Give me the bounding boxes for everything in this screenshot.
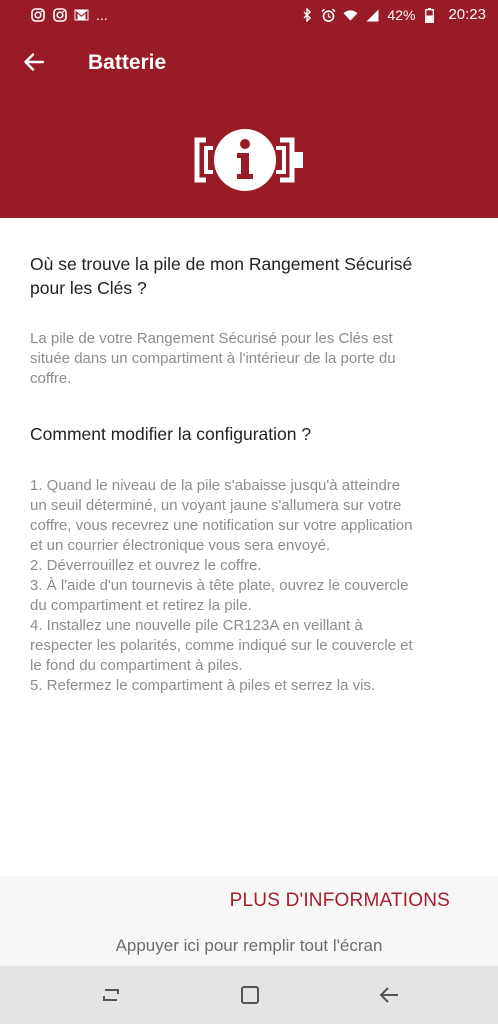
- back-icon: [378, 986, 400, 1004]
- more-notifications-indicator: ...: [96, 7, 108, 23]
- faq-answer-2: 1. Quand le niveau de la pile s'abaisse jusqu'à atteindre un seuil déterminé, un voyant jaune s'allumera sur votre coffre, vous recevrez une notification sur votre application et un courrier électronique vous sera envoyé. 2. Déverrouillez et ouvrez le coffre. 3. À l'aide d'un tournevis à tête plate, ouvrez le couvercle du compartiment et retirez la pile. 4. Installez une nouvelle pile CR123A en veillant à respecter les polarités, comme indiqué sur le couvercle et le fond du compartiment à piles. 5. Refermez le compartiment à piles et serrez la vis.: [30, 477, 413, 694]
- faq-question-2: Comment modifier la configuration ?: [30, 424, 312, 444]
- gmail-icon: [74, 8, 89, 23]
- home-icon: [240, 985, 260, 1005]
- system-back-button[interactable]: [374, 980, 404, 1010]
- recent-apps-icon: [101, 986, 121, 1004]
- clock: 20:23: [448, 6, 486, 23]
- system-icons: [299, 8, 486, 23]
- system-nav-bar: [0, 966, 498, 1024]
- battery-icon: [422, 8, 437, 23]
- recent-apps-button[interactable]: [96, 980, 126, 1010]
- fullscreen-hint[interactable]: Appuyer ici pour remplir tout l'écran: [115, 936, 383, 955]
- notification-icons: [30, 8, 108, 23]
- bluetooth-icon: [299, 8, 314, 23]
- instagram-icon: [30, 8, 45, 23]
- signal-icon: [365, 8, 380, 23]
- wifi-icon: [343, 8, 358, 23]
- alarm-icon: [321, 8, 336, 23]
- battery-percent: 42%: [387, 7, 416, 23]
- page-title: Batterie: [88, 51, 167, 74]
- battery-info-icon: [192, 126, 306, 194]
- back-button[interactable]: [18, 46, 50, 78]
- home-button[interactable]: [235, 980, 265, 1010]
- arrow-left-icon: [23, 53, 45, 71]
- app-header: [0, 30, 498, 218]
- more-info-button[interactable]: PLUS D'INFORMATIONS: [229, 890, 450, 911]
- status-bar: [0, 0, 498, 30]
- faq-answer-1: La pile de votre Rangement Sécurisé pour les Clés est située dans un compartiment à l'intérieur de la porte du coffre.: [30, 330, 396, 387]
- faq-question-1: Où se trouve la pile de mon Rangement Sécurisé pour les Clés ?: [30, 254, 413, 298]
- instagram-icon: [52, 8, 67, 23]
- footer-area: [0, 876, 498, 966]
